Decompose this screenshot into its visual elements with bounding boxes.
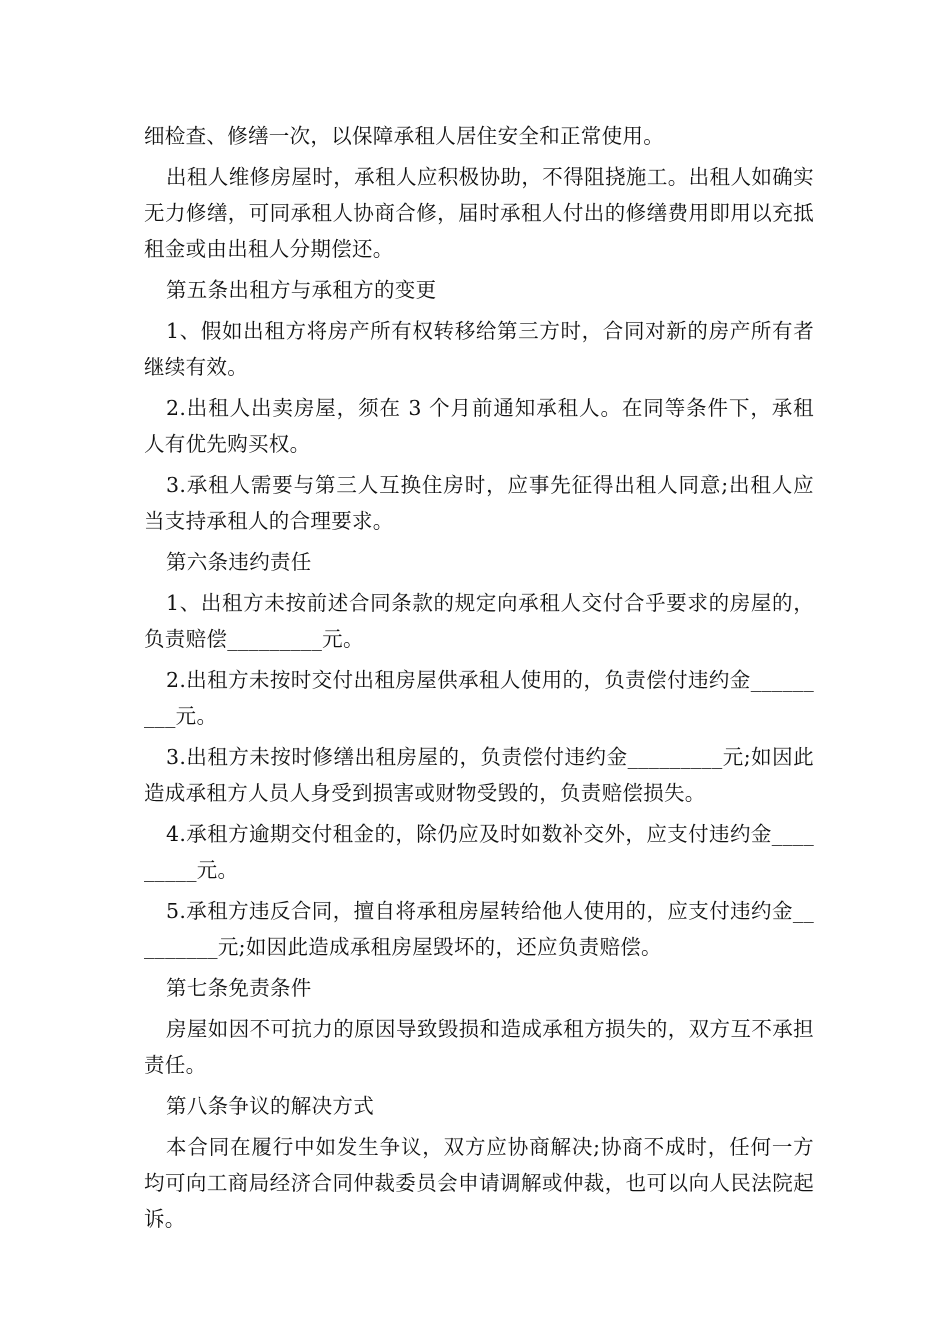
clause: 5.承租方违反合同，擅自将承租房屋转给他人使用的，应支付违约金_________元;如因此造成承租房屋毁坏的，还应负责赔偿。: [144, 899, 814, 959]
paragraph: 出租人维修房屋时，承租人应积极协助，不得阻挠施工。出租人如确实无力修缮，可同承租人协商合修，届时承租人付出的修缮费用即用以充抵租金或由出租人分期偿还。: [144, 165, 814, 261]
clause: 3.出租方未按时修缮出租房屋的，负责偿付违约金_________元;如因此造成承租方人员人身受到损害或财物受毁的，负责赔偿损失。: [144, 745, 814, 805]
section-heading: 第六条违约责任: [166, 550, 312, 574]
clause: 3.承租人需要与第三人互换住房时，应事先征得出租人同意;出租人应当支持承租人的合理要求。: [144, 473, 814, 533]
paragraph: 房屋如因不可抗力的原因导致毁损和造成承租方损失的，双方互不承担责任。: [144, 1017, 814, 1077]
clause: 1、出租方未按前述合同条款的规定向承租人交付合乎要求的房屋的，负责赔偿_________元。: [144, 591, 814, 651]
document-body: [144, 118, 814, 1242]
section-heading: 第五条出租方与承租方的变更: [166, 278, 437, 302]
clause: 2.出租方未按时交付出租房屋供承租人使用的，负责偿付违约金_________元。: [144, 668, 814, 728]
section-heading: 第八条争议的解决方式: [166, 1094, 374, 1118]
clause: 2.出租人出卖房屋，须在 3 个月前通知承租人。在同等条件下，承租人有优先购买权。: [144, 396, 814, 456]
clause: 1、假如出租方将房产所有权转移给第三方时，合同对新的房产所有者继续有效。: [144, 319, 814, 379]
clause: 4.承租方逾期交付租金的，除仍应及时如数补交外，应支付违约金_________元。: [144, 822, 814, 882]
paragraph: 本合同在履行中如发生争议，双方应协商解决;协商不成时，任何一方均可向工商局经济合同仲裁委员会申请调解或仲裁，也可以向人民法院起诉。: [144, 1135, 814, 1231]
paragraph: 细检查、修缮一次，以保障承租人居住安全和正常使用。: [144, 124, 664, 148]
section-heading: 第七条免责条件: [166, 976, 312, 1000]
